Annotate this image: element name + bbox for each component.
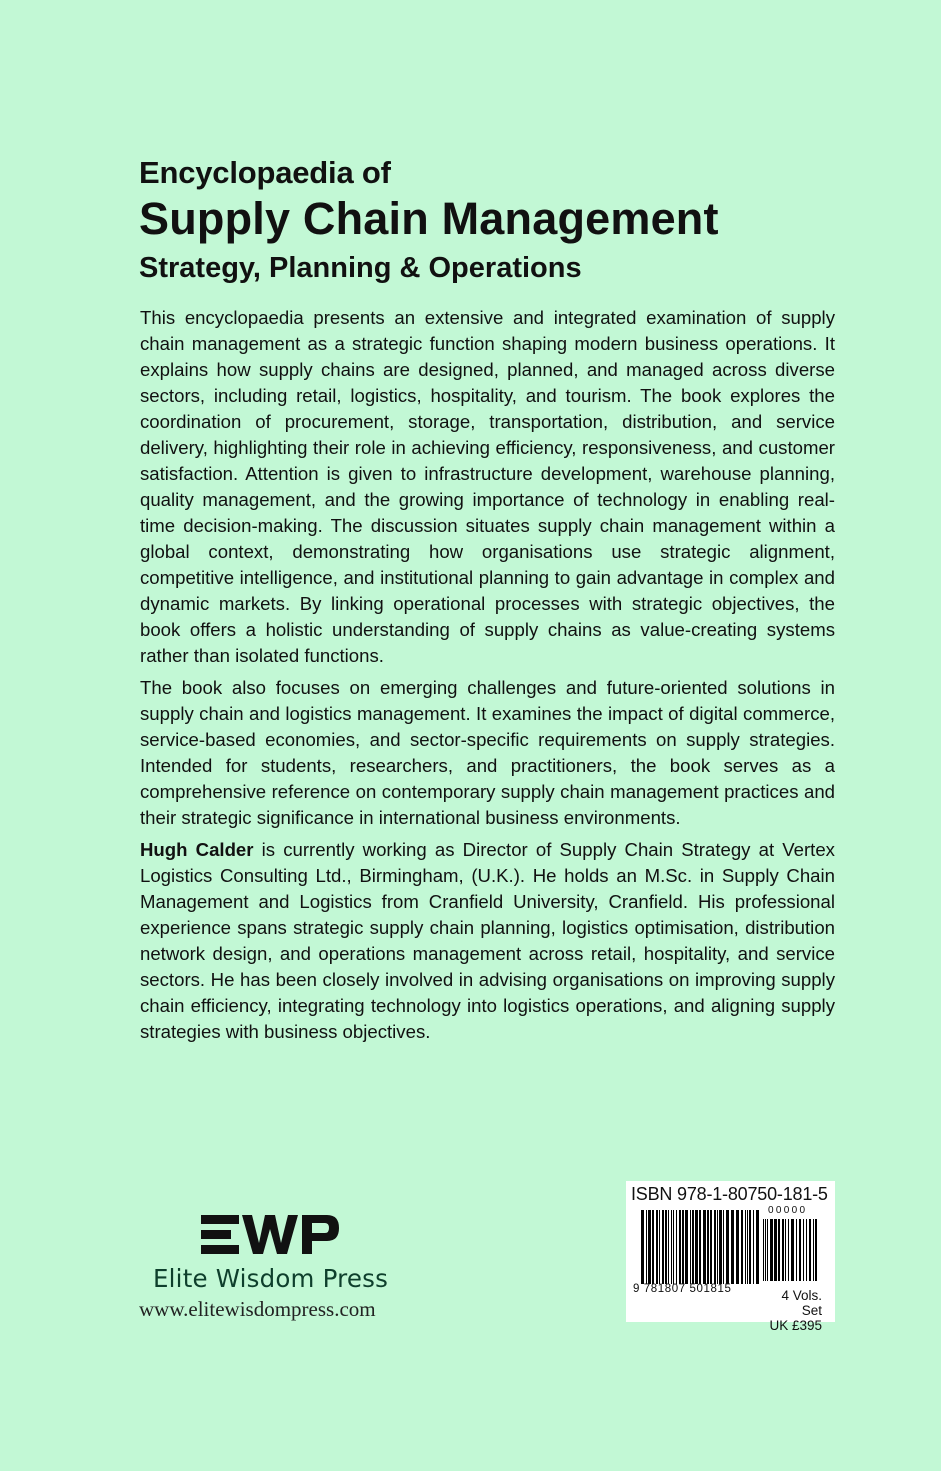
barcode-addon-icon [763, 1219, 823, 1281]
pre-title: Encyclopaedia of [139, 155, 391, 190]
author-name: Hugh Calder [140, 839, 254, 860]
blurb-paragraph: The book also focuses on emerging challenges and future-oriented solutions in supply chain and logistics management. It examines the impact of digital commerce, service-based economies, and sector-specific requirements on supply strategies. Intended for students, researchers, and practitioners, the book serves as a comprehensive reference on contemporary supply chain management practices and their strategic significance in international business environments. [140, 677, 835, 828]
blurb-paragraph: This encyclopaedia presents an extensive and integrated examination of supply chain management as a strategic function shaping modern business operations. It explains how supply chains are designed, planned, and managed across diverse sectors, including retail, logistics, hospitality, and tourism. The book explores the coordination of procurement, storage, transportation, distribution, and service delivery, highlighting their role in achieving efficiency, responsiveness, and customer satisfaction. Attention is given to infrastructure development, warehouse planning, quality management, and the growing importance of technology in enabling real-time decision-making. The discussion situates supply chain management within a global context, demonstrating how organisations use strategic alignment, competitive intelligence, and institutional planning to gain advantage in complex and dynamic markets. By linking operational processes with strategic objectives, the book offers a holistic understanding of supply chains as value-creating systems rather than isolated functions. [140, 307, 835, 666]
publisher-logo [139, 1210, 409, 1322]
ewp-logo-icon [201, 1210, 341, 1256]
barcode-addon-digits: 00000 [768, 1205, 808, 1216]
author-bio [140, 837, 835, 1045]
price-label: UK £395 [769, 1318, 822, 1333]
book-title: Supply Chain Management [139, 193, 719, 244]
publisher-name: Elite Wisdom Press [153, 1264, 389, 1293]
set-label: 4 Vols. Set [781, 1288, 822, 1318]
barcode-box [626, 1181, 835, 1333]
publisher-url[interactable]: www.elitewisdompress.com [139, 1297, 376, 1321]
book-subtitle: Strategy, Planning & Operations [139, 252, 582, 284]
author-bio-text: is currently working as Director of Supply Chain Strategy at Vertex Logistics Consulting Ltd., Birmingham, (U.K.). He holds an M.Sc. in Supply Chain Management and Logistics from Cranfield University, Cranfield. His professional experience spans strategic supply chain planning, logistics optimisation, distribution network design, and operations management across retail, hospitality, and service sectors. He has been closely involved in advising organisations on improving supply chain efficiency, integrating technology into logistics operations, and aligning supply strategies with business objectives. [140, 839, 835, 1042]
barcode-digits: 9 781807 501815 [633, 1283, 732, 1295]
title-block [139, 153, 839, 289]
set-and-price [759, 1288, 822, 1333]
isbn-text: ISBN 978-1-80750-181-5 [631, 1184, 828, 1204]
blurb [140, 305, 835, 1051]
barcode-icon [641, 1210, 759, 1284]
